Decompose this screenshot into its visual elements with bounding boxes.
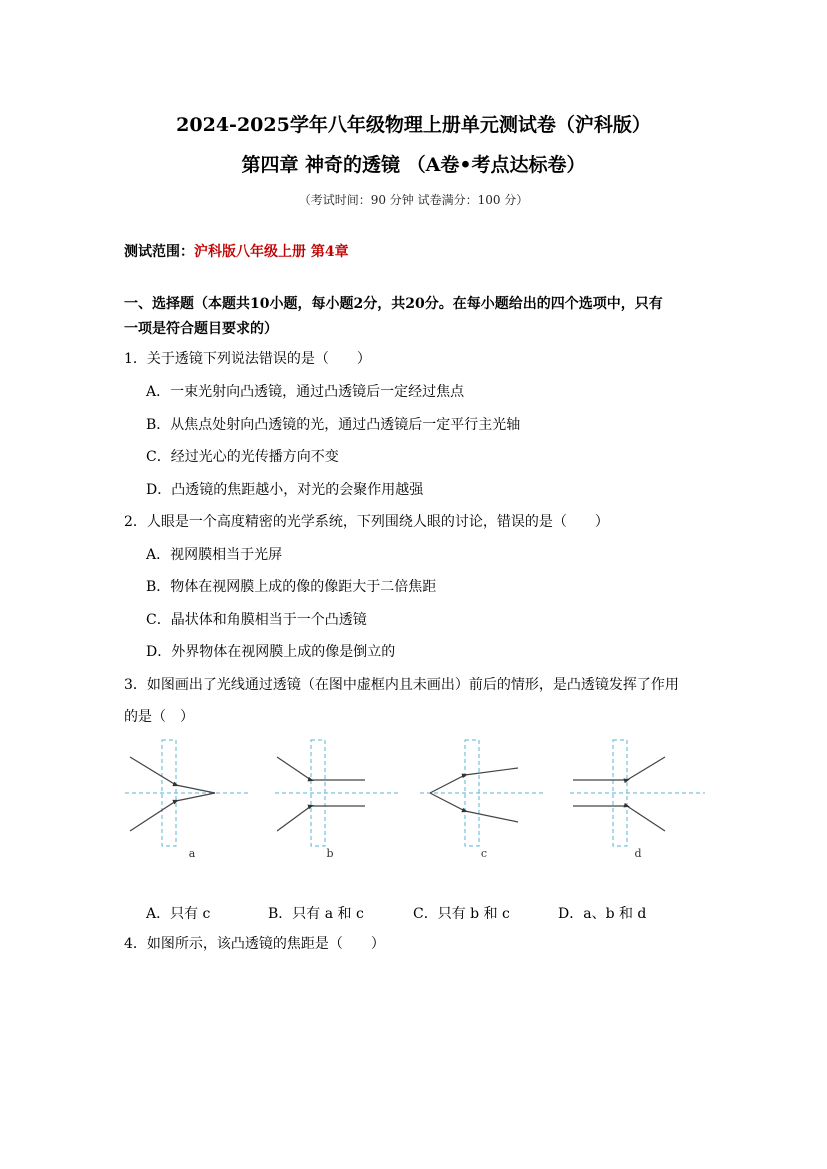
ray-b-bottom — [277, 806, 365, 831]
question-2-option-a: A．视网膜相当于光屏 — [146, 547, 283, 563]
section-heading: 一、选择题（本题共10小题，每小题2分，共20分。在每小题给出的四个选项中，只有 — [124, 296, 663, 312]
question-2-option-d: D．外界物体在视网膜上成的像是倒立的 — [146, 644, 396, 660]
ray-d-bottom — [573, 806, 665, 831]
question-3-option-b: B．只有 a 和 c — [268, 906, 364, 922]
ray-a-top — [130, 757, 215, 793]
question-1-stem: 1．关于透镜下列说法错误的是（ ） — [124, 351, 371, 367]
question-1-option-a: A．一束光射向凸透镜，通过凸透镜后一定经过焦点 — [146, 384, 465, 400]
figure-label-d: d — [634, 847, 642, 860]
lens-ray-diagram — [120, 735, 710, 865]
question-3-option-c: C．只有 b 和 c — [413, 906, 510, 922]
ray-a-bottom — [130, 793, 215, 831]
question-2-option-c: C．晶状体和角膜相当于一个凸透镜 — [146, 612, 367, 628]
ray-d-top — [573, 757, 665, 780]
section-heading-cont: 一项是符合题目要求的） — [124, 321, 278, 337]
question-1-option-d: D．凸透镜的焦距越小，对光的会聚作用越强 — [146, 482, 424, 498]
test-scope-value: 沪科版八年级上册 第4章 — [194, 244, 349, 260]
ray-b-top — [277, 757, 365, 780]
test-scope-label: 测试范围： — [124, 244, 194, 260]
question-3-stem: 3．如图画出了光线通过透镜（在图中虚框内且未画出）前后的情形，是凸透镜发挥了作用 — [124, 677, 679, 693]
question-3-option-a: A．只有 c — [146, 906, 211, 922]
question-2-option-b: B．物体在视网膜上成的像的像距大于二倍焦距 — [146, 579, 437, 595]
exam-info: （考试时间：90 分钟 试卷满分：100 分） — [298, 193, 529, 207]
ray-c-top — [430, 768, 518, 793]
question-1-option-c: C．经过光心的光传播方向不变 — [146, 449, 339, 465]
figure-label-c: c — [480, 847, 488, 860]
ray-c-bottom — [430, 793, 518, 822]
figure-label-a: a — [188, 847, 196, 860]
test-scope — [124, 243, 349, 261]
question-2-stem: 2．人眼是一个高度精密的光学系统，下列围绕人眼的讨论，错误的是（ ） — [124, 514, 609, 530]
question-3-option-d: D．a、b 和 d — [558, 906, 647, 922]
question-4-stem: 4．如图所示，该凸透镜的焦距是（ ） — [124, 936, 385, 952]
chapter-subtitle: 第四章 神奇的透镜 （A卷•考点达标卷） — [241, 154, 586, 176]
question-1-option-b: B．从焦点处射向凸透镜的光，通过凸透镜后一定平行主光轴 — [146, 417, 521, 433]
page-title: 2024-2025学年八年级物理上册单元测试卷（沪科版） — [176, 114, 651, 136]
question-3-stem-cont: 的是（ ） — [124, 709, 194, 725]
figure-label-b: b — [326, 847, 334, 860]
